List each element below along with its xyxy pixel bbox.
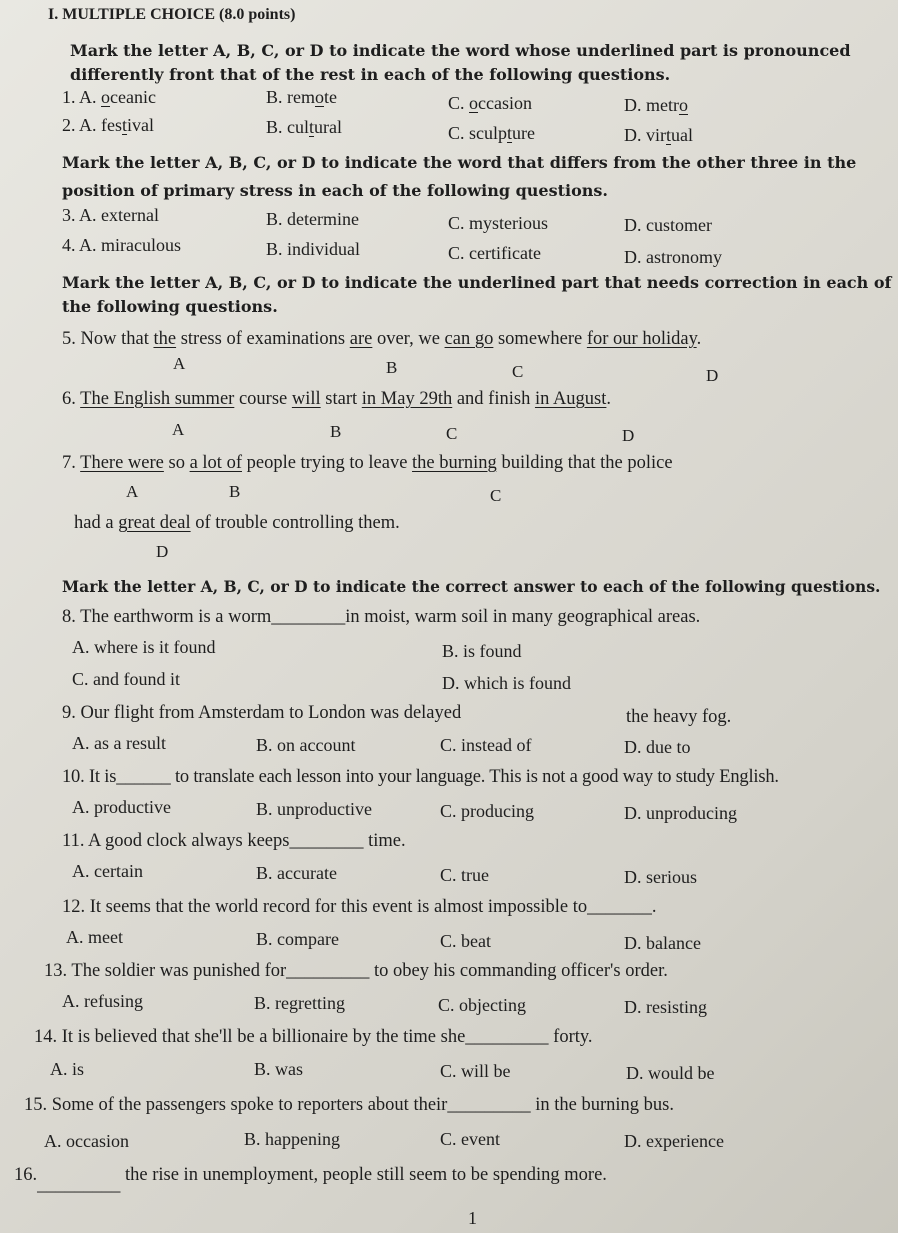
q14-option-a: A. is — [50, 1059, 85, 1079]
q13-option-a: A. refusing — [62, 991, 143, 1011]
q5-label-d: D — [706, 366, 719, 385]
q1-option-c: C. occasion — [448, 93, 532, 113]
q7-sentence-cont: had a great deal of trouble controlling them. — [74, 513, 400, 533]
instruction-correction-cont: the following questions. — [62, 297, 278, 316]
q12-stem: 12. It seems that the world record for this event is almost impossible to_______. — [62, 897, 657, 917]
q7-sentence: 7. There were so a lot of people trying to leave the burning building that the police — [62, 453, 673, 473]
q3-option-a: 3. A. external — [62, 205, 159, 225]
q9-stem: 9. Our flight from Amsterdam to London was delayed — [62, 703, 462, 723]
instruction-stress-cont: position of primary stress in each of the following questions. — [62, 181, 608, 200]
q8-stem: 8. The earthworm is a worm________in moist, warm soil in many geographical areas. — [62, 607, 701, 627]
q10-option-c: C. producing — [440, 801, 534, 821]
q14-option-b: B. was — [254, 1059, 303, 1079]
section-title: I. MULTIPLE CHOICE (8.0 points) — [48, 6, 296, 23]
q1-option-d: D. metro — [624, 95, 688, 115]
q9-stem-end: the heavy fog. — [626, 707, 732, 727]
q8-option-c: C. and found it — [72, 669, 180, 689]
q1-option-b: B. remote — [266, 87, 337, 107]
q2-option-b: B. cultural — [266, 117, 342, 137]
q8-option-a: A. where is it found — [72, 637, 216, 657]
q14-option-d: D. would be — [626, 1063, 715, 1083]
instruction-stress: Mark the letter A, B, C, or D to indicate the word that differs from the other three in the — [62, 153, 857, 172]
q1-option-a: 1. A. oceanic — [62, 87, 156, 107]
q6-label-d: D — [622, 426, 635, 445]
q6-label-c: C — [446, 424, 458, 443]
q3-option-b: B. determine — [266, 209, 359, 229]
q2-option-c: C. sculpture — [448, 123, 536, 143]
q4-option-b: B. individual — [266, 239, 360, 259]
q12-option-d: D. balance — [624, 933, 701, 953]
q14-stem: 14. It is believed that she'll be a billionaire by the time she_________ forty. — [34, 1027, 593, 1047]
q3-option-c: C. mysterious — [448, 213, 549, 233]
q5-label-a: A — [173, 354, 186, 373]
q7-label-b: B — [229, 482, 241, 501]
q5-label-b: B — [386, 358, 398, 377]
q13-option-b: B. regretting — [254, 993, 345, 1013]
instruction-correction: Mark the letter A, B, C, or D to indicate the underlined part that needs correction in each of — [62, 273, 892, 292]
q7-label-d: D — [156, 542, 169, 561]
q2-option-d: D. virtual — [624, 125, 694, 145]
q10-option-a: A. productive — [72, 797, 171, 817]
q15-option-b: B. happening — [244, 1129, 340, 1149]
q11-option-c: C. true — [440, 865, 489, 885]
q14-option-c: C. will be — [440, 1061, 511, 1081]
q7-label-a: A — [126, 482, 139, 501]
q5-label-c: C — [512, 362, 524, 381]
q7-label-c: C — [490, 486, 502, 505]
q6-label-a: A — [172, 420, 185, 439]
instruction-correct-answer: Mark the letter A, B, C, or D to indicate the correct answer to each of the following questions. — [62, 577, 881, 596]
q13-stem: 13. The soldier was punished for_________ to obey his commanding officer's order. — [44, 961, 668, 981]
q12-option-a: A. meet — [66, 927, 123, 947]
q15-option-a: A. occasion — [44, 1131, 129, 1151]
q9-option-b: B. on account — [256, 735, 356, 755]
instruction-pronunciation: Mark the letter A, B, C, or D to indicate the word whose underlined part is pronounced — [70, 41, 851, 60]
q10-option-d: D. unproducing — [624, 803, 737, 823]
instruction-pronunciation-cont: differently front that of the rest in each of the following questions. — [70, 65, 671, 84]
q16-stem: 16._________ the rise in unemployment, people still seem to be spending more. — [14, 1165, 607, 1195]
q11-option-b: B. accurate — [256, 863, 337, 883]
q4-option-a: 4. A. miraculous — [62, 235, 181, 255]
q15-option-c: C. event — [440, 1129, 500, 1149]
q11-option-d: D. serious — [624, 867, 697, 887]
q4-option-d: D. astronomy — [624, 247, 722, 267]
q12-option-b: B. compare — [256, 929, 339, 949]
q2-option-a: 2. A. festival — [62, 115, 155, 135]
q10-stem: 10. It is______ to translate each lesson into your language. This is not a good way to study English. — [62, 767, 779, 787]
page-number: 1 — [468, 1208, 477, 1228]
q12-option-c: C. beat — [440, 931, 491, 951]
q3-option-d: D. customer — [624, 215, 712, 235]
q11-stem: 11. A good clock always keeps________ time. — [62, 831, 406, 851]
q10-option-b: B. unproductive — [256, 799, 372, 819]
q9-option-c: C. instead of — [440, 735, 532, 755]
q6-sentence: 6. The English summer course will start in May 29th and finish in August. — [62, 389, 612, 409]
q5-sentence: 5. Now that the stress of examinations are over, we can go somewhere for our holiday. — [62, 329, 702, 349]
q13-option-d: D. resisting — [624, 997, 707, 1017]
q15-stem: 15. Some of the passengers spoke to reporters about their_________ in the burning bus. — [24, 1095, 674, 1115]
q6-label-b: B — [330, 422, 342, 441]
q8-option-b: B. is found — [442, 641, 522, 661]
q4-option-c: C. certificate — [448, 243, 541, 263]
q15-option-d: D. experience — [624, 1131, 724, 1151]
q9-option-d: D. due to — [624, 737, 691, 757]
q13-option-c: C. objecting — [438, 995, 526, 1015]
q8-option-d: D. which is found — [442, 673, 571, 693]
q9-option-a: A. as a result — [72, 733, 166, 753]
q11-option-a: A. certain — [72, 861, 143, 881]
